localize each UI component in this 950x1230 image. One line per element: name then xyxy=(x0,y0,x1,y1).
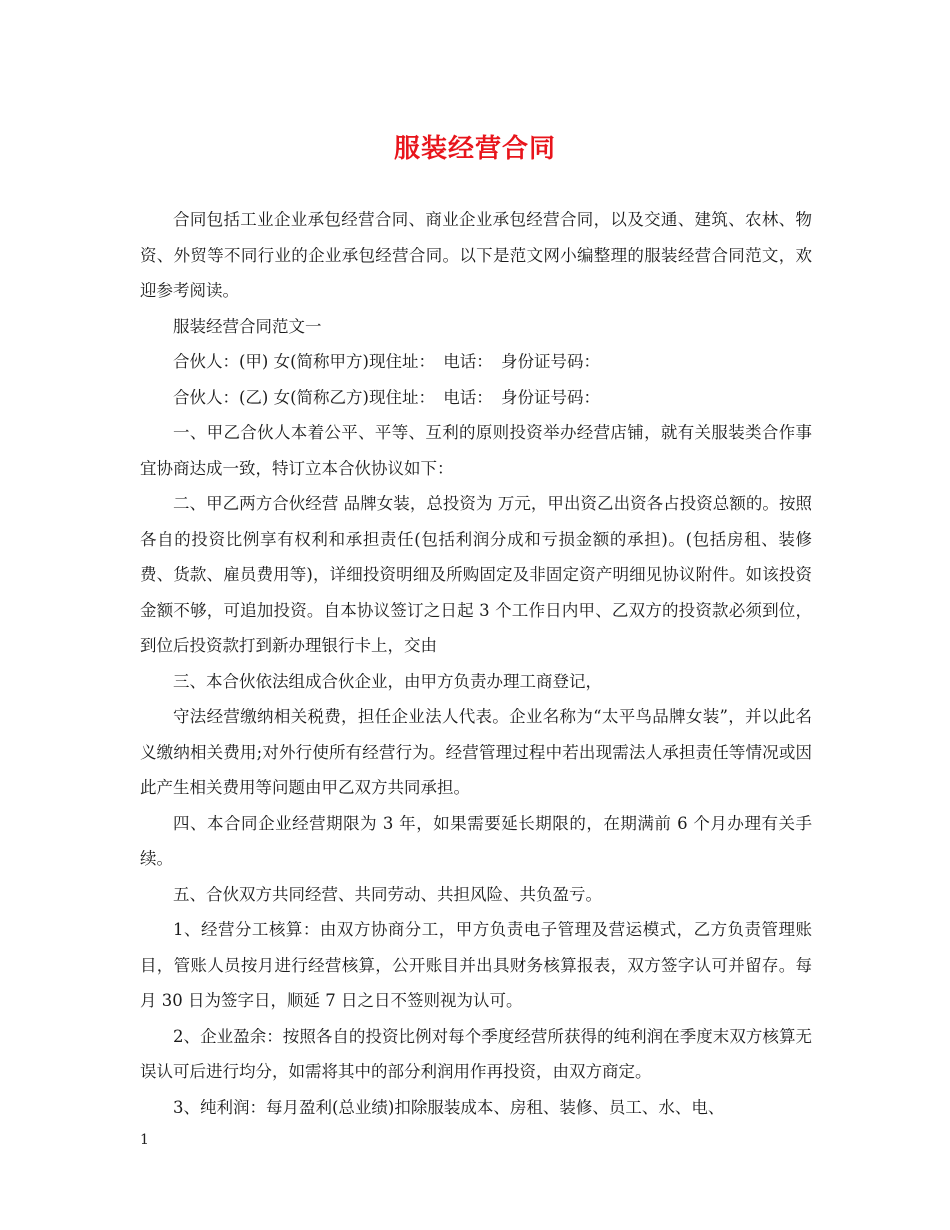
paragraph-clause-4: 四、本合同企业经营期限为 3 年，如果需要延长期限的，在期满前 6 个月办理有关手续。 xyxy=(140,813,812,868)
paragraph-partner-a: 合伙人：(甲) 女(简称甲方)现住址： 电话： 身份证号码： xyxy=(173,352,600,371)
paragraph-clause-5-3: 3、纯利润：每月盈利(总业绩)扣除服装成本、房租、装修、员工、水、电、 xyxy=(173,1097,725,1117)
paragraph-section-heading: 服装经营合同范文一 xyxy=(173,316,322,336)
page-number: 1 xyxy=(140,1132,149,1148)
paragraph-partner-b: 合伙人：(乙) 女(简称乙方)现住址： 电话： 身份证号码： xyxy=(173,387,600,407)
paragraph-clause-2: 二、甲乙两方合伙经营 品牌女装，总投资为 万元，甲出资乙出资各占投资总额的。按照各自的投资比例享有权利和承担责任(包括利润分成和亏损金额的承担)。(包括房租、装修费、货款、雇员费用等)，详细投资明细及所购固定及非固定资产明细见协议附件。如该投资金额不够，可追加投资。自本协议签订之日起 3 个工作日内甲、乙双方的投资款必须到位，到位后投资款打到新办理银行卡上，交由 xyxy=(140,494,812,655)
document-title: 服装经营合同 xyxy=(393,134,556,164)
paragraph-intro: 合同包括工业企业承包经营合同、商业企业承包经营合同，以及交通、建筑、农林、物资、外贸等不同行业的企业承包经营合同。以下是范文网小编整理的服装经营合同范文，欢迎参考阅读。 xyxy=(140,210,812,300)
paragraph-clause-5: 五、合伙双方共同经营、共同劳动、共担风险、共负盈亏。 xyxy=(173,884,602,904)
paragraph-clause-5-1: 1、经营分工核算：由双方协商分工，甲方负责电子管理及营运模式，乙方负责管理账目，管账人员按月进行经营核算，公开账目并出具财务核算报表，双方签字认可并留存。每月 30 日为签字日，顺延 7 日之日不签则视为认可。 xyxy=(140,920,812,1010)
paragraph-clause-5-2: 2、企业盈余：按照各自的投资比例对每个季度经营所获得的纯利润在季度末双方核算无误认可后进行均分，如需将其中的部分利润用作再投资，由双方商定。 xyxy=(140,1026,812,1081)
document-body xyxy=(140,202,812,1125)
paragraph-clause-3-continued: 守法经营缴纳相关税费，担任企业法人代表。企业名称为“太平鸟品牌女装”，并以此名义缴纳相关费用;对外行使所有经营行为。经营管理过程中若出现需法人承担责任等情况或因此产生相关费用等问题由甲乙双方共同承担。 xyxy=(140,707,812,797)
paragraph-clause-3: 三、本合伙依法组成合伙企业，由甲方负责办理工商登记， xyxy=(173,671,602,691)
paragraph-clause-1: 一、甲乙合伙人本着公平、平等、互利的原则投资举办经营店铺，就有关服装类合作事宜协商达成一致，特订立本合伙协议如下： xyxy=(140,423,812,478)
